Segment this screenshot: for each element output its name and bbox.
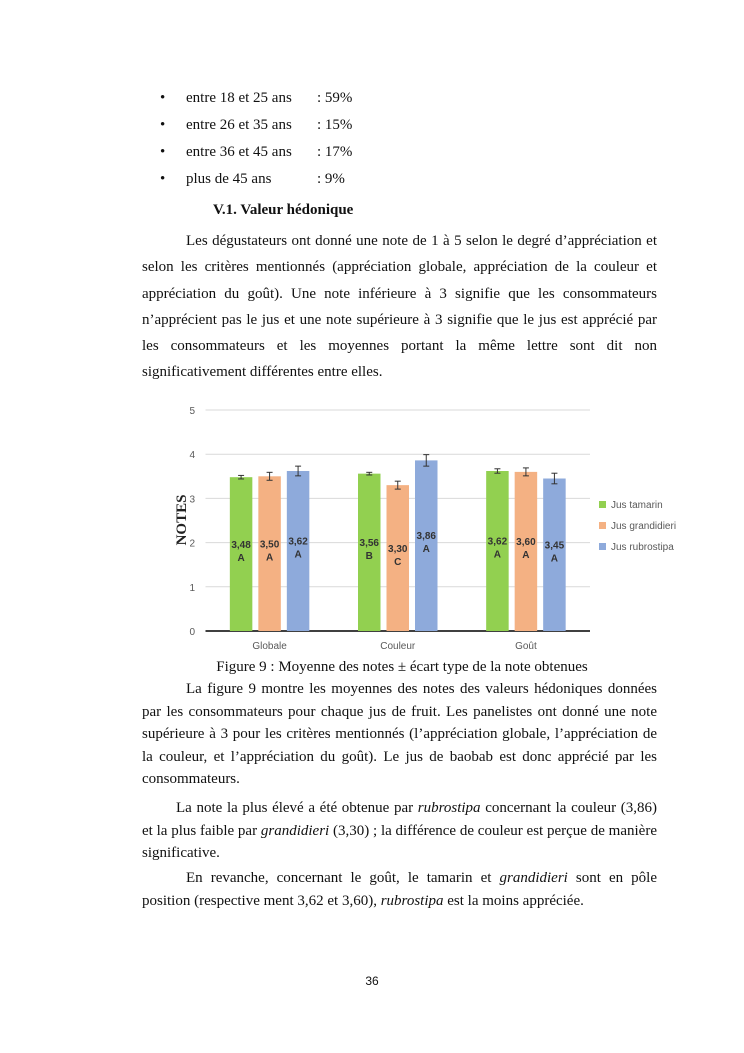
text-segment: (3,30) ; la différence de couleur est perçue de manière significative.: [142, 822, 657, 861]
text-segment: est la moins appréciée.: [443, 892, 584, 909]
age-range: entre 18 et 25 ans: [186, 90, 292, 106]
legend-swatch: [599, 501, 606, 508]
paragraph-intro: Les dégustateurs ont donné une note de 1 à 5 selon le degré d’appréciation et selon les critères mentionnés (appréciation globale, appréciation de la couleur et appréciation du goût). Une note inférieure à 3 signifie que les consommateurs n’apprécient pas le jus et une note supérieure à 3 signifie que le jus est apprécié par les consommateurs et les moyennes portant la même lettre sont dit non significativement différentes entre elles.: [142, 233, 657, 381]
significance-letter: A: [294, 549, 302, 561]
age-range: entre 26 et 35 ans: [186, 117, 292, 133]
significance-letter: A: [550, 553, 559, 565]
data-label: 3,62: [487, 536, 508, 548]
age-range: plus de 45 ans: [186, 171, 272, 187]
text-segment: sont en pôle position (respective ment 3,62 et 3,60),: [142, 870, 657, 909]
figure-caption: Figure 9 : Moyenne des notes ± écart type de la note obtenues: [216, 659, 588, 675]
y-tick-label: 3: [189, 494, 195, 506]
significance-letter: A: [493, 549, 502, 561]
age-percent: : 17%: [317, 144, 353, 160]
data-label: 3,50: [259, 539, 280, 551]
species-name: grandidieri: [499, 870, 568, 886]
age-range: entre 36 et 45 ans: [186, 144, 292, 160]
significance-letter: A: [422, 543, 430, 555]
data-label: 3,30: [388, 544, 408, 556]
legend-label: Jus rubrostipa: [611, 542, 674, 553]
species-name: grandidieri: [260, 822, 330, 839]
section-heading: V.1. Valeur hédonique: [213, 202, 354, 218]
text-segment: concernant la couleur (3,86) et la plus faible par: [142, 800, 657, 839]
bullet-icon: •: [160, 90, 166, 106]
x-tick-label: Globale: [252, 641, 287, 652]
legend-swatch: [599, 522, 606, 529]
legend-label: Jus tamarin: [611, 500, 663, 511]
paragraph-color-results: [142, 797, 657, 865]
y-tick-label: 0: [189, 627, 195, 638]
y-tick-label: 5: [189, 406, 195, 417]
significance-letter: B: [365, 551, 373, 563]
legend-swatch: [599, 543, 606, 550]
bullet-icon: •: [160, 117, 166, 133]
data-label: 3,86: [416, 530, 436, 542]
data-label: 3,56: [359, 538, 379, 550]
species-name: rubrostipa: [380, 892, 444, 909]
significance-letter: A: [522, 550, 530, 562]
age-percent: : 15%: [317, 117, 353, 133]
data-label: 3,60: [516, 537, 536, 549]
age-percent: : 9%: [317, 171, 345, 187]
paragraph-figure-description: La figure 9 montre les moyennes des notes des valeurs hédoniques données par les consommateurs pour chaque jus de fruit. Les panelistes ont donné une note supérieure à 3 pour les critères mentionnés (l’appréciation globale, l’appréciation de la couleur, et l’appréciation du goût). Le jus de baobab est donc apprécié par les consommateurs.: [142, 681, 657, 787]
data-label: 3,45: [544, 540, 565, 552]
bullet-icon: •: [160, 144, 166, 160]
data-label: 3,48: [231, 539, 251, 551]
bar-chart: [170, 400, 710, 656]
text-segment: En revanche, concernant le goût, le tamarin et: [186, 870, 500, 886]
x-tick-label: Goût: [515, 641, 537, 652]
page-number: 36: [365, 974, 379, 988]
paragraph-taste-results: [142, 867, 657, 912]
bullet-icon: •: [160, 171, 166, 187]
y-tick-label: 4: [189, 450, 195, 462]
y-tick-label: 1: [189, 582, 195, 594]
x-tick-label: Couleur: [380, 641, 416, 652]
significance-letter: A: [237, 552, 245, 564]
significance-letter: A: [265, 552, 274, 564]
significance-letter: C: [394, 557, 402, 569]
y-axis-title: NOTES: [174, 494, 190, 546]
y-tick-label: 2: [189, 538, 195, 550]
data-label: 3,62: [288, 536, 308, 548]
text-segment: La note la plus élevé a été obtenue par: [176, 800, 418, 816]
age-percent: : 59%: [317, 90, 353, 106]
legend-label: Jus grandidieri: [611, 521, 677, 532]
species-name: rubrostipa: [417, 800, 481, 816]
